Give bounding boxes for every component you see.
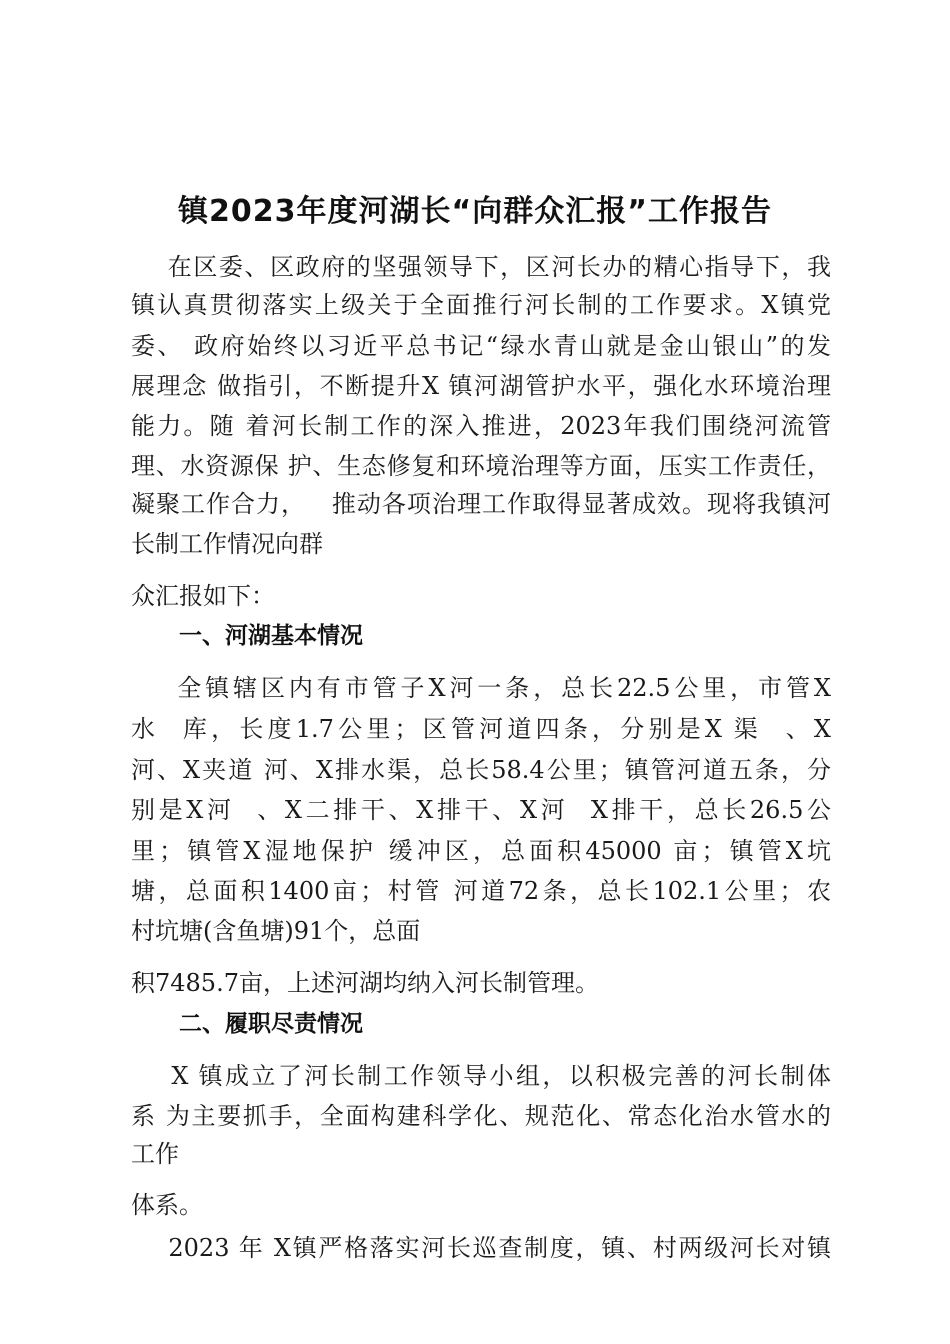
section-heading-basic-info: 一、河湖基本情况	[179, 623, 363, 649]
paragraph-line: 系 为主要抓手，全面构建科学化、规范化、常态化治水管水的	[131, 1102, 831, 1130]
paragraph-line: 镇认真贯彻落实上级关于全面推行河长制的工作要求。X镇党	[131, 291, 831, 319]
paragraph-line: 里；镇管X湿地保护 缓冲区，总面积45000 亩；镇管X坑	[131, 837, 831, 865]
paragraph-line: 长制工作情况向群	[131, 530, 323, 558]
document-title: 镇2023年度河湖长“向群众汇报”工作报告	[178, 194, 772, 229]
paragraph-line: 水 库，长度1.7公里；区管河道四条，分别是X 渠 、X	[131, 715, 831, 743]
paragraph-line: 2023 年 X镇严格落实河长巡查制度，镇、村两级河长对镇	[131, 1234, 831, 1262]
paragraph-line: X 镇成立了河长制工作领导小组，以积极完善的河长制体	[131, 1062, 831, 1090]
paragraph-line: 众汇报如下：	[131, 582, 275, 610]
paragraph-line: 体系。	[131, 1191, 203, 1219]
paragraph-line: 工作	[131, 1140, 179, 1168]
paragraph-line: 理、水资源保 护、生态修复和环境治理等方面，压实工作责任，	[131, 452, 831, 480]
paragraph-line: 在区委、区政府的坚强领导下，区河长办的精心指导下，我	[131, 253, 831, 281]
paragraph-line: 村坑塘(含鱼塘)91个，总面	[131, 917, 421, 945]
paragraph-line: 全镇辖区内有市管子X河一条，总长22.5公里，市管X	[131, 674, 831, 702]
paragraph-line: 凝聚工作合力， 推动各项治理工作取得显著成效。现将我镇河	[131, 490, 831, 518]
paragraph-line: 积7485.7亩，上述河湖均纳入河长制管理。	[131, 969, 599, 997]
paragraph-line: 河、X夹道 河、X排水渠，总长58.4公里；镇管河道五条，分	[131, 756, 831, 784]
paragraph-line: 委、 政府始终以习近平总书记“绿水青山就是金山银山”的发	[131, 332, 831, 360]
paragraph-line: 塘，总面积1400亩；村管 河道72条，总长102.1公里；农	[131, 877, 831, 905]
paragraph-line: 别是X河 、X二排干、X排干、X河 X排干，总长26.5公	[131, 796, 831, 824]
paragraph-line: 展理念 做指引，不断提升X 镇河湖管护水平，强化水环境治理	[131, 372, 831, 400]
section-heading-duties: 二、履职尽责情况	[179, 1011, 363, 1037]
paragraph-line: 能力。随 着河长制工作的深入推进，2023年我们围绕河流管	[131, 412, 831, 440]
